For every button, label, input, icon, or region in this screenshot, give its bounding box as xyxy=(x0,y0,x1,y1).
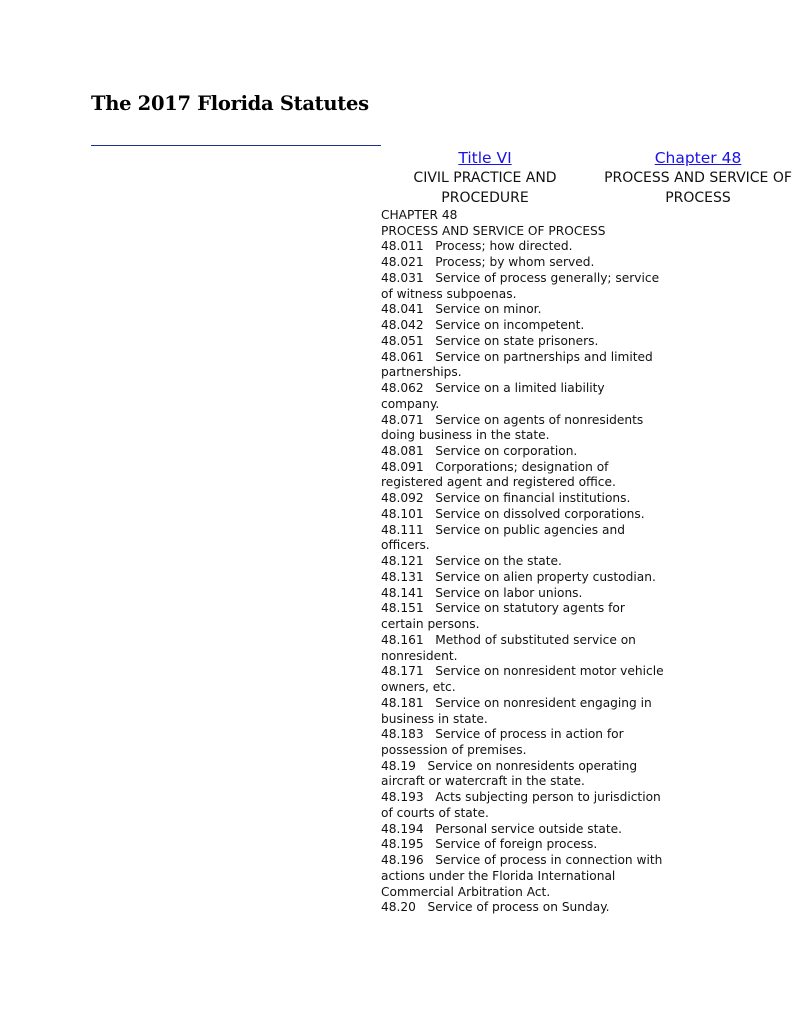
toc-line: 48.131 Service on alien property custodian. xyxy=(381,569,656,584)
title-link[interactable]: Title VI xyxy=(458,149,512,167)
toc-line: CHAPTER 48 xyxy=(381,208,458,222)
toc-line: 48.092 Service on financial institutions. xyxy=(381,491,631,506)
toc-line: 48.194 Personal service outside state. xyxy=(381,821,623,836)
toc-line: 48.081 Service on corporation. xyxy=(381,444,578,459)
toc-line: actions under the Florida International xyxy=(381,868,616,883)
toc-line: partnerships. xyxy=(381,365,462,380)
title-nav xyxy=(395,149,575,208)
toc-line: certain persons. xyxy=(381,617,480,632)
toc-line: possession of premises. xyxy=(381,742,527,757)
toc-line: 48.031 Service of process generally; service xyxy=(381,270,660,285)
toc-line: 48.19 Service on nonresidents operating xyxy=(381,758,638,773)
chapter-nav xyxy=(588,149,808,208)
toc-line: officers. xyxy=(381,538,430,553)
toc-line: 48.161 Method of substituted service on xyxy=(381,632,636,647)
chapter-table-of-contents xyxy=(381,208,681,916)
page-title: The 2017 Florida Statutes xyxy=(91,92,369,115)
toc-line: doing business in the state. xyxy=(381,428,550,443)
chapter-description-line-1: PROCESS AND SERVICE OF xyxy=(604,170,792,186)
title-description-line-1: CIVIL PRACTICE AND xyxy=(413,170,557,186)
toc-line: 48.171 Service on nonresident motor vehicle xyxy=(381,664,664,679)
toc-line: 48.091 Corporations; designation of xyxy=(381,459,609,474)
toc-line: 48.062 Service on a limited liability xyxy=(381,381,605,396)
toc-line: aircraft or watercraft in the state. xyxy=(381,774,585,789)
toc-line: 48.021 Process; by whom served. xyxy=(381,255,595,270)
title-divider xyxy=(91,145,381,146)
toc-line: registered agent and registered office. xyxy=(381,475,616,490)
chapter-link[interactable]: Chapter 48 xyxy=(654,149,742,167)
toc-line: owners, etc. xyxy=(381,680,456,695)
toc-line: 48.20 Service of process on Sunday. xyxy=(381,900,610,915)
chapter-description-line-2: PROCESS xyxy=(665,190,731,206)
toc-line: 48.101 Service on dissolved corporations. xyxy=(381,506,645,521)
toc-line: of witness subpoenas. xyxy=(381,286,517,301)
toc-line: company. xyxy=(381,396,440,411)
toc-line: 48.151 Service on statutory agents for xyxy=(381,601,625,616)
toc-line: 48.042 Service on incompetent. xyxy=(381,318,585,333)
toc-line: 48.011 Process; how directed. xyxy=(381,239,573,254)
toc-line: Commercial Arbitration Act. xyxy=(381,884,551,899)
toc-line: 48.181 Service on nonresident engaging in xyxy=(381,695,652,710)
toc-line: PROCESS AND SERVICE OF PROCESS xyxy=(381,223,606,238)
toc-line: 48.193 Acts subjecting person to jurisdiction xyxy=(381,790,661,805)
toc-line: business in state. xyxy=(381,711,488,726)
toc-line: nonresident. xyxy=(381,648,458,663)
toc-line: 48.195 Service of foreign process. xyxy=(381,837,598,852)
toc-line: 48.183 Service of process in action for xyxy=(381,727,624,742)
toc-line: 48.121 Service on the state. xyxy=(381,554,562,569)
toc-line: 48.051 Service on state prisoners. xyxy=(381,333,599,348)
toc-line: 48.061 Service on partnerships and limited xyxy=(381,349,653,364)
title-description-line-2: PROCEDURE xyxy=(441,190,529,206)
toc-line: 48.071 Service on agents of nonresidents xyxy=(381,412,644,427)
toc-line: 48.141 Service on labor unions. xyxy=(381,585,583,600)
toc-line: 48.196 Service of process in connection with xyxy=(381,853,663,868)
toc-line: 48.111 Service on public agencies and xyxy=(381,522,625,537)
toc-line: of courts of state. xyxy=(381,805,489,820)
toc-line: 48.041 Service on minor. xyxy=(381,302,542,317)
